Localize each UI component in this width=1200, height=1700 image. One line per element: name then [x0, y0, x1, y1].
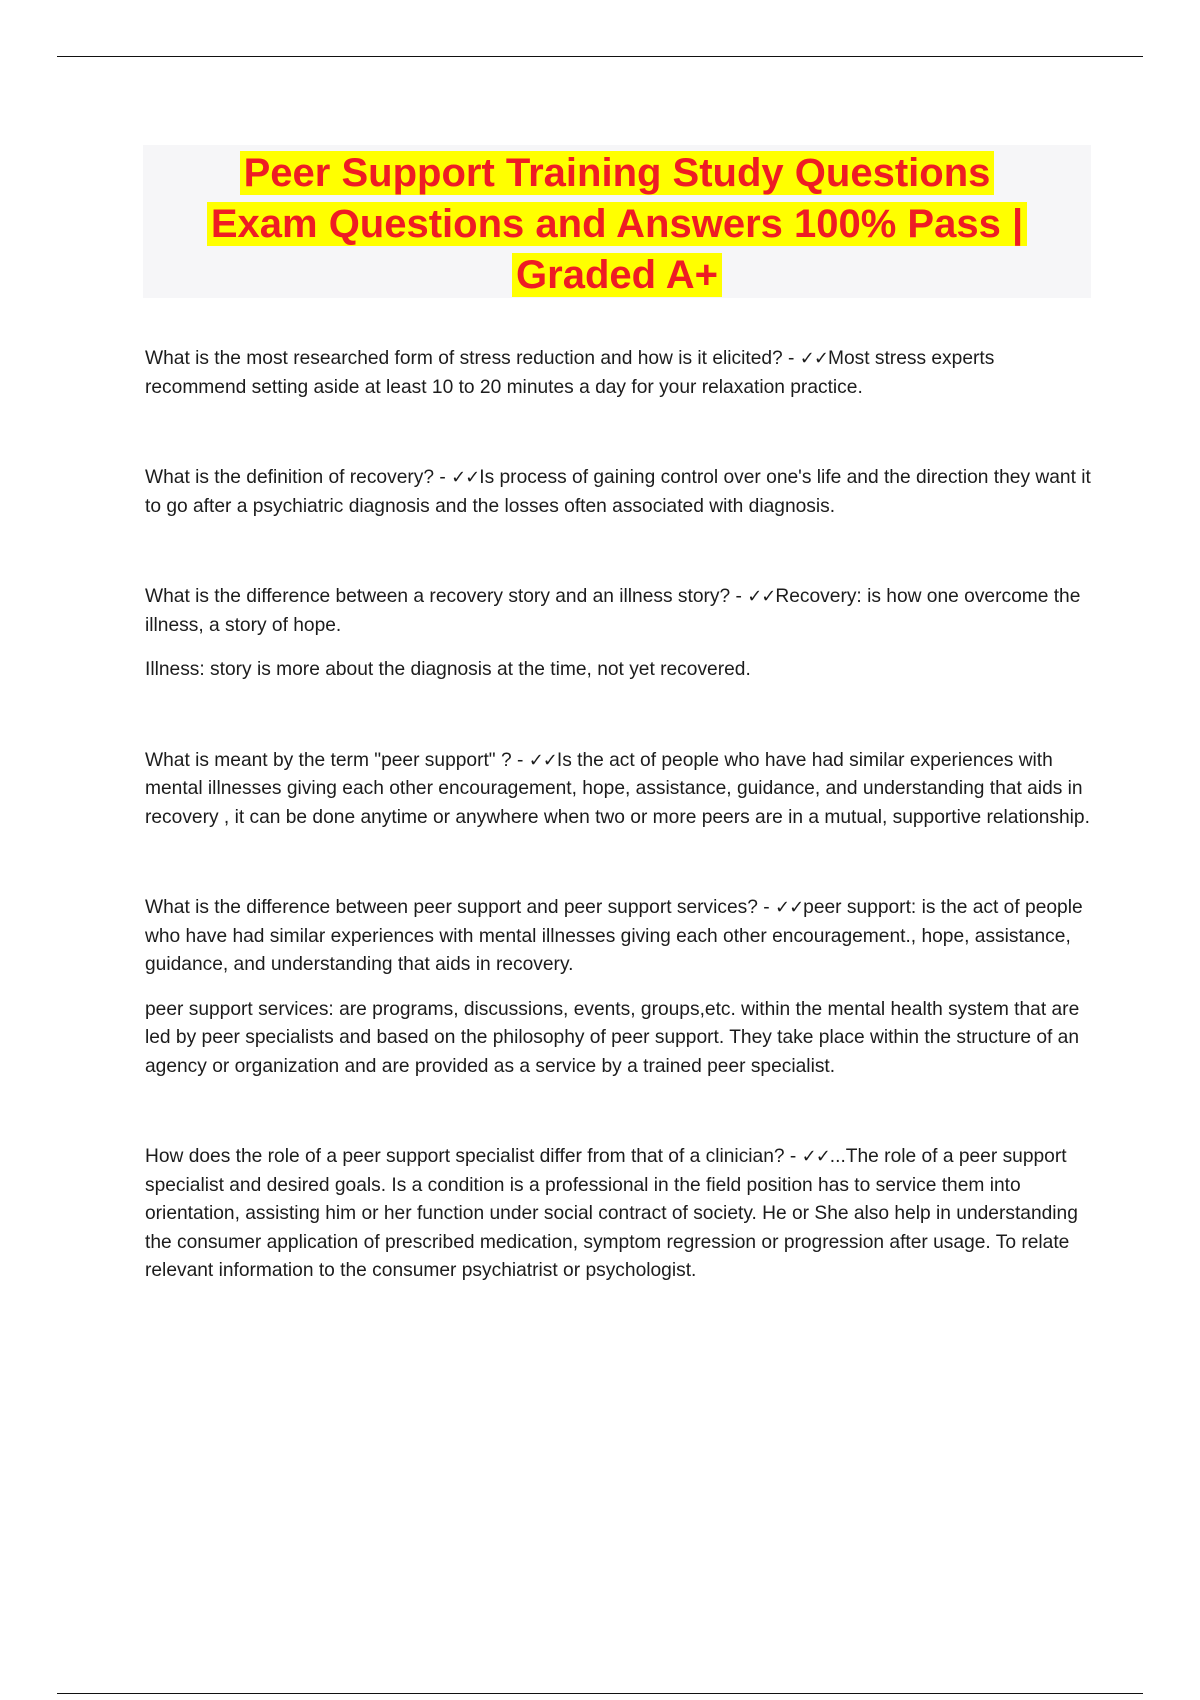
- question-text: How does the role of a peer support specialist differ from that of a clinician? -: [145, 1146, 802, 1167]
- qa-text: [145, 345, 1095, 402]
- answer-extra: Illness: story is more about the diagnosis at the time, not yet recovered.: [145, 659, 751, 680]
- answer-text: ...The role of a peer support specialist and desired goals. Is a condition is a professional in the field position has to service them into orientation, assisting him or her function under social contract of society. He or She also help in understanding the consumer application of prescribed medication, symptom regression or progression after usage. To relate relevant information to the consumer psychiatrist or psychologist.: [145, 1146, 1078, 1281]
- qa-item: [145, 894, 1095, 1081]
- double-check-icon: ✓✓: [799, 348, 828, 369]
- double-check-icon: ✓✓: [747, 586, 776, 607]
- question-text: What is the difference between a recovery story and an illness story? -: [145, 586, 748, 607]
- qa-item: [145, 583, 1095, 685]
- title-line-2: Exam Questions and Answers 100% Pass |: [207, 202, 1027, 246]
- double-check-icon: ✓✓: [451, 467, 480, 488]
- answer-text: Is process of gaining control over one's life and the direction they want it to go after a psychiatric diagnosis and the losses often associated with diagnosis.: [145, 467, 1091, 517]
- double-check-icon: ✓✓: [775, 897, 804, 918]
- answer-text: Recovery: is how one overcome the illness, a story of hope.: [145, 586, 1081, 636]
- qa-text: [145, 1143, 1095, 1286]
- qa-item: [145, 747, 1095, 833]
- qa-item: [145, 345, 1095, 402]
- qa-text: [145, 583, 1095, 640]
- qa-text: [145, 747, 1095, 833]
- question-text: What is meant by the term "peer support" ? -: [145, 749, 529, 771]
- question-text: What is the most researched form of stress reduction and how is it elicited? -: [145, 348, 800, 369]
- answer-text: Most stress experts recommend setting aside at least 10 to 20 minutes a day for your relaxation practice.: [145, 348, 995, 398]
- title-line-1: Peer Support Training Study Questions: [240, 151, 995, 195]
- double-check-icon: ✓✓: [801, 1146, 830, 1167]
- qa-list: [145, 345, 1095, 1348]
- answer-text: Is the act of people who have had similar experiences with mental illnesses giving each other encouragement, hope, assistance, guidance, and understanding that aids in recovery , it can be done anytime or anywhere when two or more peers are in a mutual, supportive relationship.: [145, 749, 1090, 828]
- question-text: What is the definition of recovery? -: [145, 467, 452, 488]
- top-rule: [57, 56, 1143, 57]
- qa-text: [145, 894, 1095, 980]
- double-check-icon: ✓✓: [528, 749, 557, 771]
- document-title: [143, 145, 1091, 298]
- bottom-rule: [57, 1693, 1143, 1694]
- qa-item: [145, 464, 1095, 521]
- title-line-3: Graded A+: [512, 253, 722, 297]
- answer-extra: peer support services: are programs, discussions, events, groups,etc. within the mental health system that are led by peer specialists and based on the philosophy of peer support. They take place within the structure of an agency or organization and are provided as a service by a trained peer specialist.: [145, 998, 1080, 1077]
- qa-item: [145, 1143, 1095, 1286]
- question-text: What is the difference between peer support and peer support services? -: [145, 897, 775, 918]
- qa-text: [145, 464, 1095, 521]
- answer-text: peer support: is the act of people who have had similar experiences with mental illnesses giving each other encouragement., hope, assistance, guidance, and understanding that aids in recovery.: [145, 897, 1083, 975]
